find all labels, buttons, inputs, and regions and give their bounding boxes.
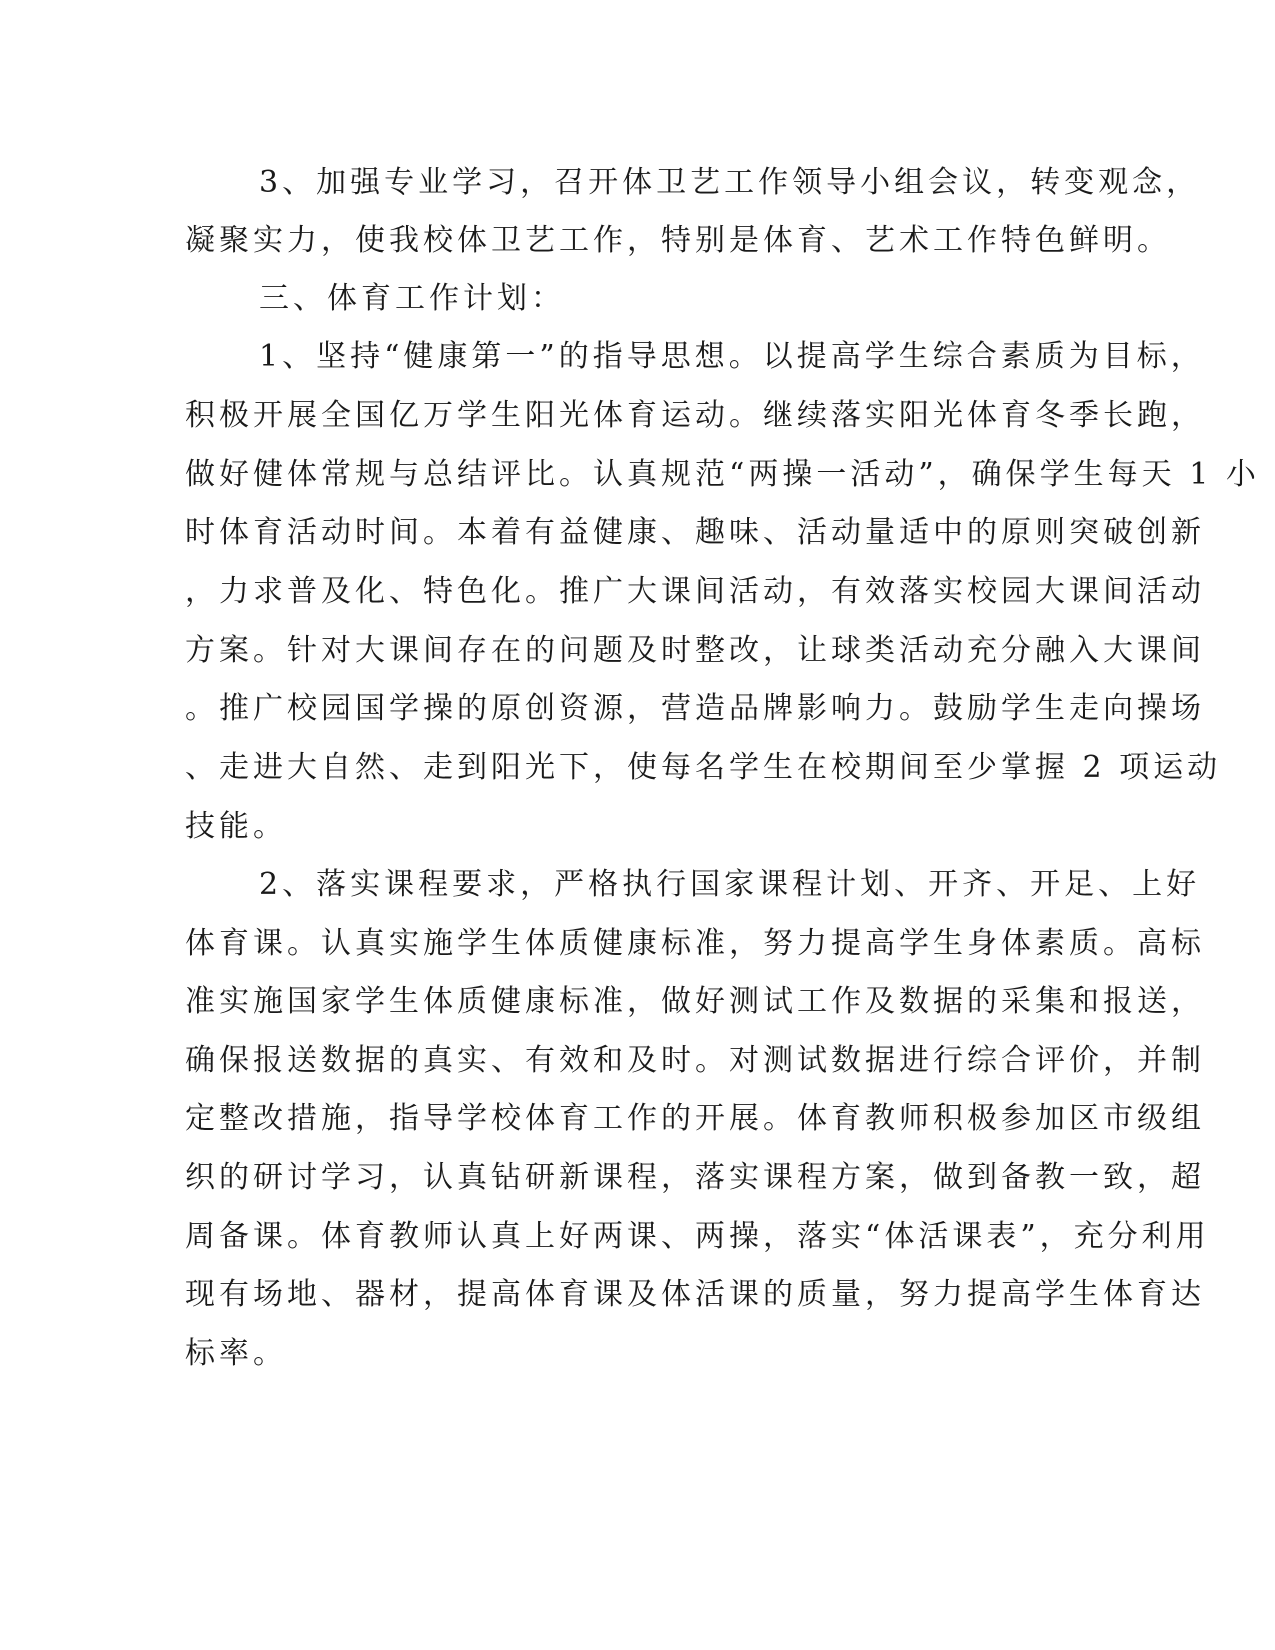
paragraph-line: 。推广校园国学操的原创资源，营造品牌影响力。鼓励学生走向操场 xyxy=(185,691,1205,726)
paragraph-line: 确保报送数据的真实、有效和及时。对测试数据进行综合评价，并制 xyxy=(185,1043,1205,1078)
paragraph-line: 体育课。认真实施学生体质健康标准，努力提高学生身体素质。高标 xyxy=(185,926,1205,961)
section-heading: 三、体育工作计划： xyxy=(259,281,565,316)
paragraph-line: 准实施国家学生体质健康标准，做好测试工作及数据的采集和报送， xyxy=(185,984,1205,1019)
paragraph-line: 定整改措施，指导学校体育工作的开展。体育教师积极参加区市级组 xyxy=(185,1101,1205,1136)
paragraph-line: 织的研讨学习，认真钻研新课程，落实课程方案，做到备教一致，超 xyxy=(185,1160,1205,1195)
paragraph-line: ，力求普及化、特色化。推广大课间活动，有效落实校园大课间活动 xyxy=(185,574,1205,609)
paragraph-line: 时体育活动时间。本着有益健康、趣味、活动量适中的原则突破创新 xyxy=(185,515,1205,550)
paragraph-line: 标率。 xyxy=(185,1336,287,1371)
paragraph-line: 做好健体常规与总结评比。认真规范“两操一活动”，确保学生每天 1 小 xyxy=(185,457,1260,492)
paragraph-line: 技能。 xyxy=(185,809,287,844)
paragraph-line: 3、加强专业学习，召开体卫艺工作领导小组会议，转变观念， xyxy=(259,165,1201,200)
paragraph-line: 方案。针对大课间存在的问题及时整改，让球类活动充分融入大课间 xyxy=(185,633,1205,668)
paragraph-line: 2、落实课程要求，严格执行国家课程计划、开齐、开足、上好 xyxy=(259,867,1201,902)
paragraph-line: 现有场地、器材，提高体育课及体活课的质量，努力提高学生体育达 xyxy=(185,1277,1205,1312)
paragraph-line: 凝聚实力，使我校体卫艺工作，特别是体育、艺术工作特色鲜明。 xyxy=(185,223,1171,258)
paragraph-line: 、走进大自然、走到阳光下，使每名学生在校期间至少掌握 2 项运动 xyxy=(185,750,1222,785)
paragraph-line: 1、坚持“健康第一”的指导思想。以提高学生综合素质为目标， xyxy=(259,339,1205,374)
paragraph-line: 积极开展全国亿万学生阳光体育运动。继续落实阳光体育冬季长跑， xyxy=(185,398,1205,433)
paragraph-line: 周备课。体育教师认真上好两课、两操，落实“体活课表”，充分利用 xyxy=(185,1219,1210,1254)
